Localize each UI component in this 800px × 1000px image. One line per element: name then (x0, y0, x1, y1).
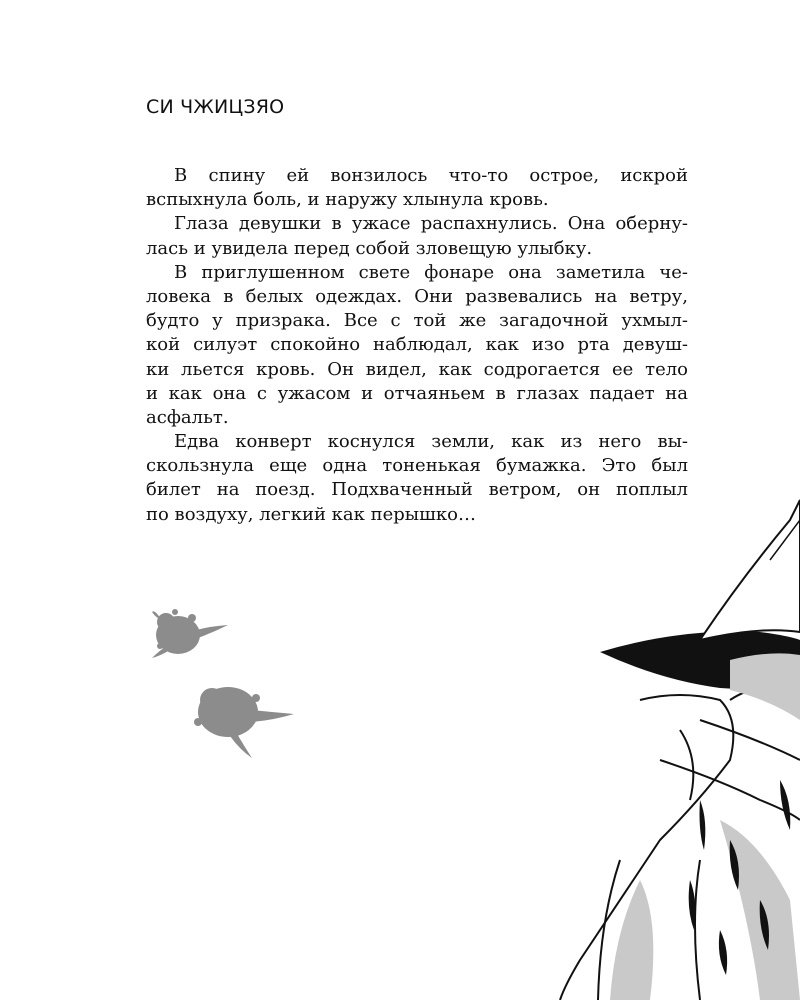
text-line: будто у призрака. Все с той же загадочной ухмыл- (146, 310, 688, 332)
text-line: билет на поезд. Подхваченный ветром, он поплыл (146, 479, 688, 501)
text-line: лась и увидела перед собой зловещую улыбку. (146, 237, 593, 259)
coat-ink-strokes (689, 780, 791, 975)
text-line: скользнула еще одна тоненькая бумажка. Это был (146, 455, 688, 477)
text-line: вспыхнула боль, и наружу хлынула кровь. (146, 189, 549, 211)
text-line: Едва конверт коснулся земли, как из него вы- (174, 431, 688, 453)
body-text (146, 164, 688, 527)
blood-splatter-small (152, 609, 228, 658)
text-line: ловека в белых одеждах. Они развевались на ветру, (146, 285, 688, 307)
text-line: кой силуэт спокойно наблюдал, как изо рта девуш- (146, 334, 688, 356)
running-title: СИ ЧЖИЦЗЯО (146, 96, 285, 118)
text-line: Глаза девушки в ужасе распахнулись. Она оберну- (174, 213, 688, 235)
coat-shading (610, 653, 800, 1000)
text-line: ки льется кровь. Он видел, как содрогается ее тело (146, 358, 688, 380)
coat-figure (560, 687, 800, 1000)
hat-icon (600, 500, 800, 700)
text-line: В спину ей вонзилось что-то острое, искрой (174, 165, 688, 186)
text-line: асфальт. (146, 406, 229, 428)
text-line: по воздуху, легкий как перышко… (146, 503, 476, 525)
text-line: В приглушенном свете фонаре она заметила че- (174, 261, 688, 283)
blood-splatter-large (194, 687, 294, 758)
text-line: и как она с ужасом и отчаяньем в глазах падает на (146, 382, 688, 404)
